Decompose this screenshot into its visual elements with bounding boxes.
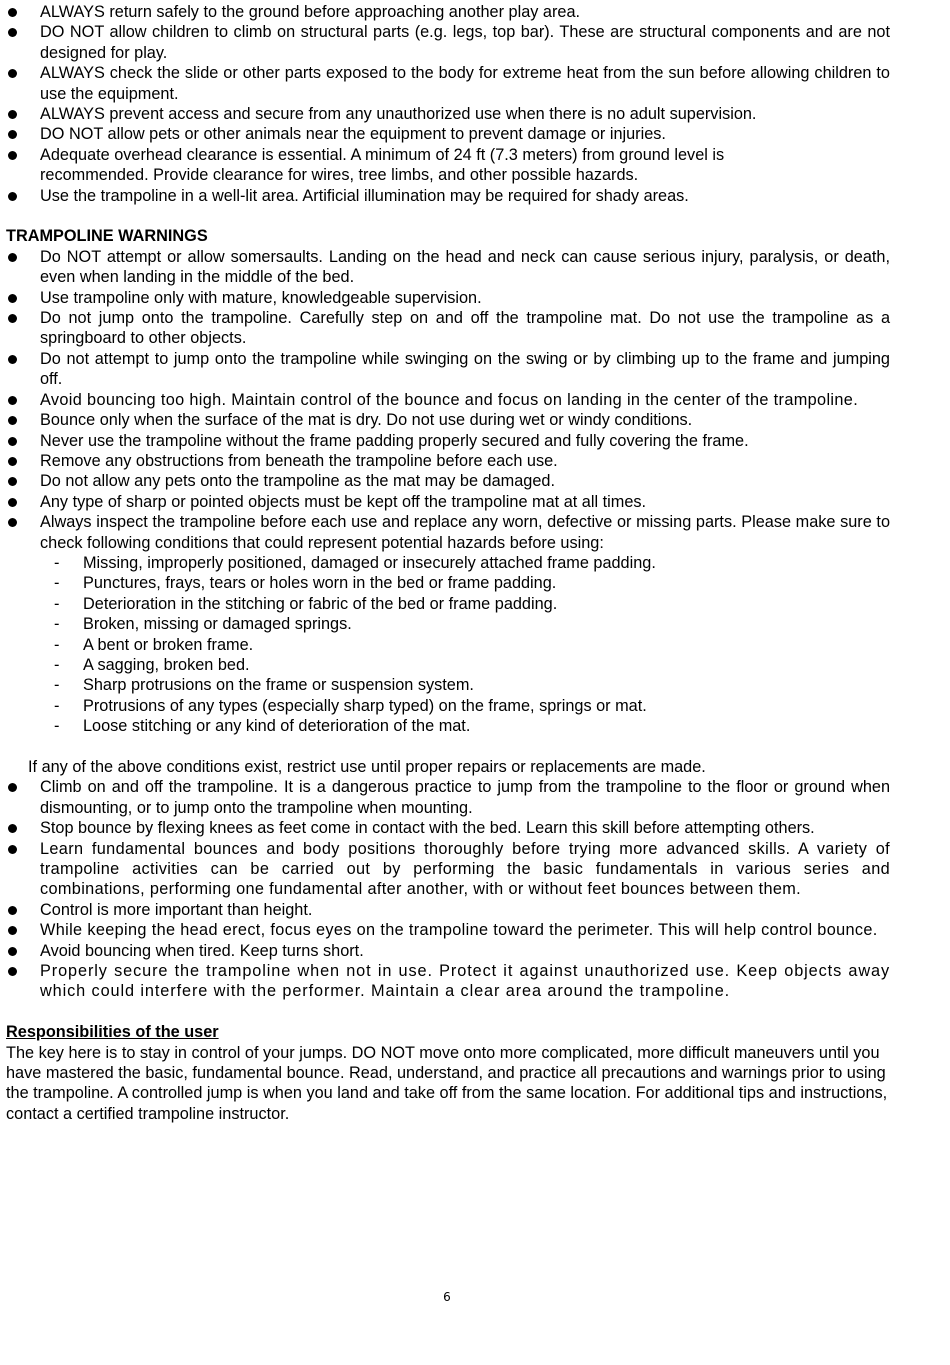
dash-marker: - [54,615,60,634]
bullet-icon [8,28,17,37]
list-item: Any type of sharp or pointed objects must be kept off the trampoline mat at all times. [6,492,890,512]
trampoline-warnings-heading: TRAMPOLINE WARNINGS [6,227,208,246]
list-item: DO NOT allow children to climb on structural parts (e.g. legs, top bar). These are structural components and are not designed for play. [6,22,890,63]
trampoline-practice-list [6,777,890,1001]
list-item: Learn fundamental bounces and body positions thoroughly before trying more advanced skills. A variety of trampoline activities can be carried out by performing the basic fundamentals in various series and combinations, performing one fundamental after another, with or without feet bounces between them. [6,839,890,900]
bullet-icon [8,416,17,425]
list-item: Remove any obstructions from beneath the trampoline before each use. [6,451,890,471]
responsibilities-text: The key here is to stay in control of your jumps. DO NOT move onto more complicated, more difficult maneuvers until you have mastered the basic, fundamental bounce. Read, understand, and practice all precautions and warnings prior to using the trampoline. A controlled jump is when you land and take off from the same location. For additional tips and instructions, contact a certified trampoline instructor. [6,1043,888,1123]
manual-page [6,2,890,1124]
bullet-icon [8,947,17,956]
bullet-icon [8,110,17,119]
dash-marker: - [54,676,60,695]
bullet-icon [8,151,17,160]
spacer [6,737,890,757]
list-item: Control is more important than height. [6,900,890,920]
conditions-note: If any of the above conditions exist, restrict use until proper repairs or replacements are made. [28,758,706,776]
list-item: ALWAYS return safely to the ground before approaching another play area. [6,2,890,22]
responsibilities-heading: Responsibilities of the user [6,1023,219,1042]
dash-marker: - [54,696,60,715]
list-item: ALWAYS check the slide or other parts exposed to the body for extreme heat from the sun before allowing children to use the equipment. [6,63,890,104]
list-item: - Loose stitching or any kind of deterioration of the mat. [54,717,471,736]
bullet-icon [8,437,17,446]
bullet-icon [8,518,17,527]
bullet-icon [8,477,17,486]
dash-marker: - [54,594,60,613]
spacer [6,206,890,226]
page-number: 6 [443,1290,451,1304]
list-item: Do not jump onto the trampoline. Carefully step on and off the trampoline mat. Do not use the trampoline as a springboard to other objects. [6,308,890,349]
list-item: - Sharp protrusions on the frame or suspension system. [54,676,474,695]
bullet-icon [8,69,17,78]
list-item: Adequate overhead clearance is essential. A minimum of 24 ft (7.3 meters) from ground level is recommended. Provide clearance for wires, tree limbs, and other possible hazards. [6,145,890,186]
list-item: Climb on and off the trampoline. It is a dangerous practice to jump from the trampoline to the floor or ground when dismounting, or to jump onto the trampoline when mounting. [6,777,890,818]
list-item: - A bent or broken frame. [54,635,254,654]
list-item: Use the trampoline in a well-lit area. Artificial illumination may be required for shady areas. [6,186,890,206]
dash-marker: - [54,655,60,674]
list-item: - Broken, missing or damaged springs. [54,615,352,634]
list-item: - Missing, improperly positioned, damaged or insecurely attached frame padding. [54,553,656,572]
list-item: Stop bounce by flexing knees as feet come in contact with the bed. Learn this skill before attempting others. [6,818,890,838]
bullet-icon [8,314,17,323]
list-item: Properly secure the trampoline when not in use. Protect it against unauthorized use. Keep objects away which could interfere with the performer. Maintain a clear area around the trampoline. [6,961,890,1002]
trampoline-warnings-list [6,247,890,553]
bullet-icon [8,498,17,507]
list-item: While keeping the head erect, focus eyes on the trampoline toward the perimeter. This will help control bounce. [6,920,890,940]
list-item: - Protrusions of any types (especially sharp typed) on the frame, springs or mat. [54,696,647,715]
list-item: Do not allow any pets onto the trampoline as the mat may be damaged. [6,471,890,491]
dash-marker: - [54,553,60,572]
bullet-icon [8,294,17,303]
bullet-icon [8,192,17,201]
list-item: Never use the trampoline without the frame padding properly secured and fully covering the frame. [6,431,890,451]
list-item: Do NOT attempt or allow somersaults. Landing on the head and neck can cause serious injury, paralysis, or death, even when landing in the middle of the bed. [6,247,890,288]
list-item: Do not attempt to jump onto the trampoline while swinging on the swing or by climbing up to the frame and jumping off. [6,349,890,390]
dash-marker: - [54,635,60,654]
hazard-conditions-list [6,553,890,737]
bullet-icon [8,824,17,833]
bullet-icon [8,906,17,915]
list-item: ALWAYS prevent access and secure from any unauthorized use when there is no adult supervision. [6,104,890,124]
dash-marker: - [54,717,60,736]
bullet-icon [8,355,17,364]
dash-marker: - [54,574,60,593]
safety-list [6,2,890,206]
list-item: - A sagging, broken bed. [54,655,250,674]
bullet-icon [8,926,17,935]
bullet-icon [8,8,17,17]
bullet-icon [8,130,17,139]
bullet-icon [8,783,17,792]
bullet-icon [8,845,17,854]
list-item: Avoid bouncing too high. Maintain control of the bounce and focus on landing in the center of the trampoline. [6,390,890,410]
list-item: - Punctures, frays, tears or holes worn in the bed or frame padding. [54,574,557,593]
spacer [6,1002,890,1022]
bullet-icon [8,396,17,405]
bullet-icon [8,967,17,976]
bullet-icon [8,457,17,466]
list-item: DO NOT allow pets or other animals near the equipment to prevent damage or injuries. [6,124,890,144]
list-item: Avoid bouncing when tired. Keep turns short. [6,941,890,961]
list-item: Bounce only when the surface of the mat is dry. Do not use during wet or windy conditions. [6,410,890,430]
list-item: Always inspect the trampoline before each use and replace any worn, defective or missing parts. Please make sure to check following conditions that could represent potential hazards before using: [6,512,890,553]
list-item: Use trampoline only with mature, knowledgeable supervision. [6,288,890,308]
bullet-icon [8,253,17,262]
list-item: - Deterioration in the stitching or fabric of the bed or frame padding. [54,594,558,613]
